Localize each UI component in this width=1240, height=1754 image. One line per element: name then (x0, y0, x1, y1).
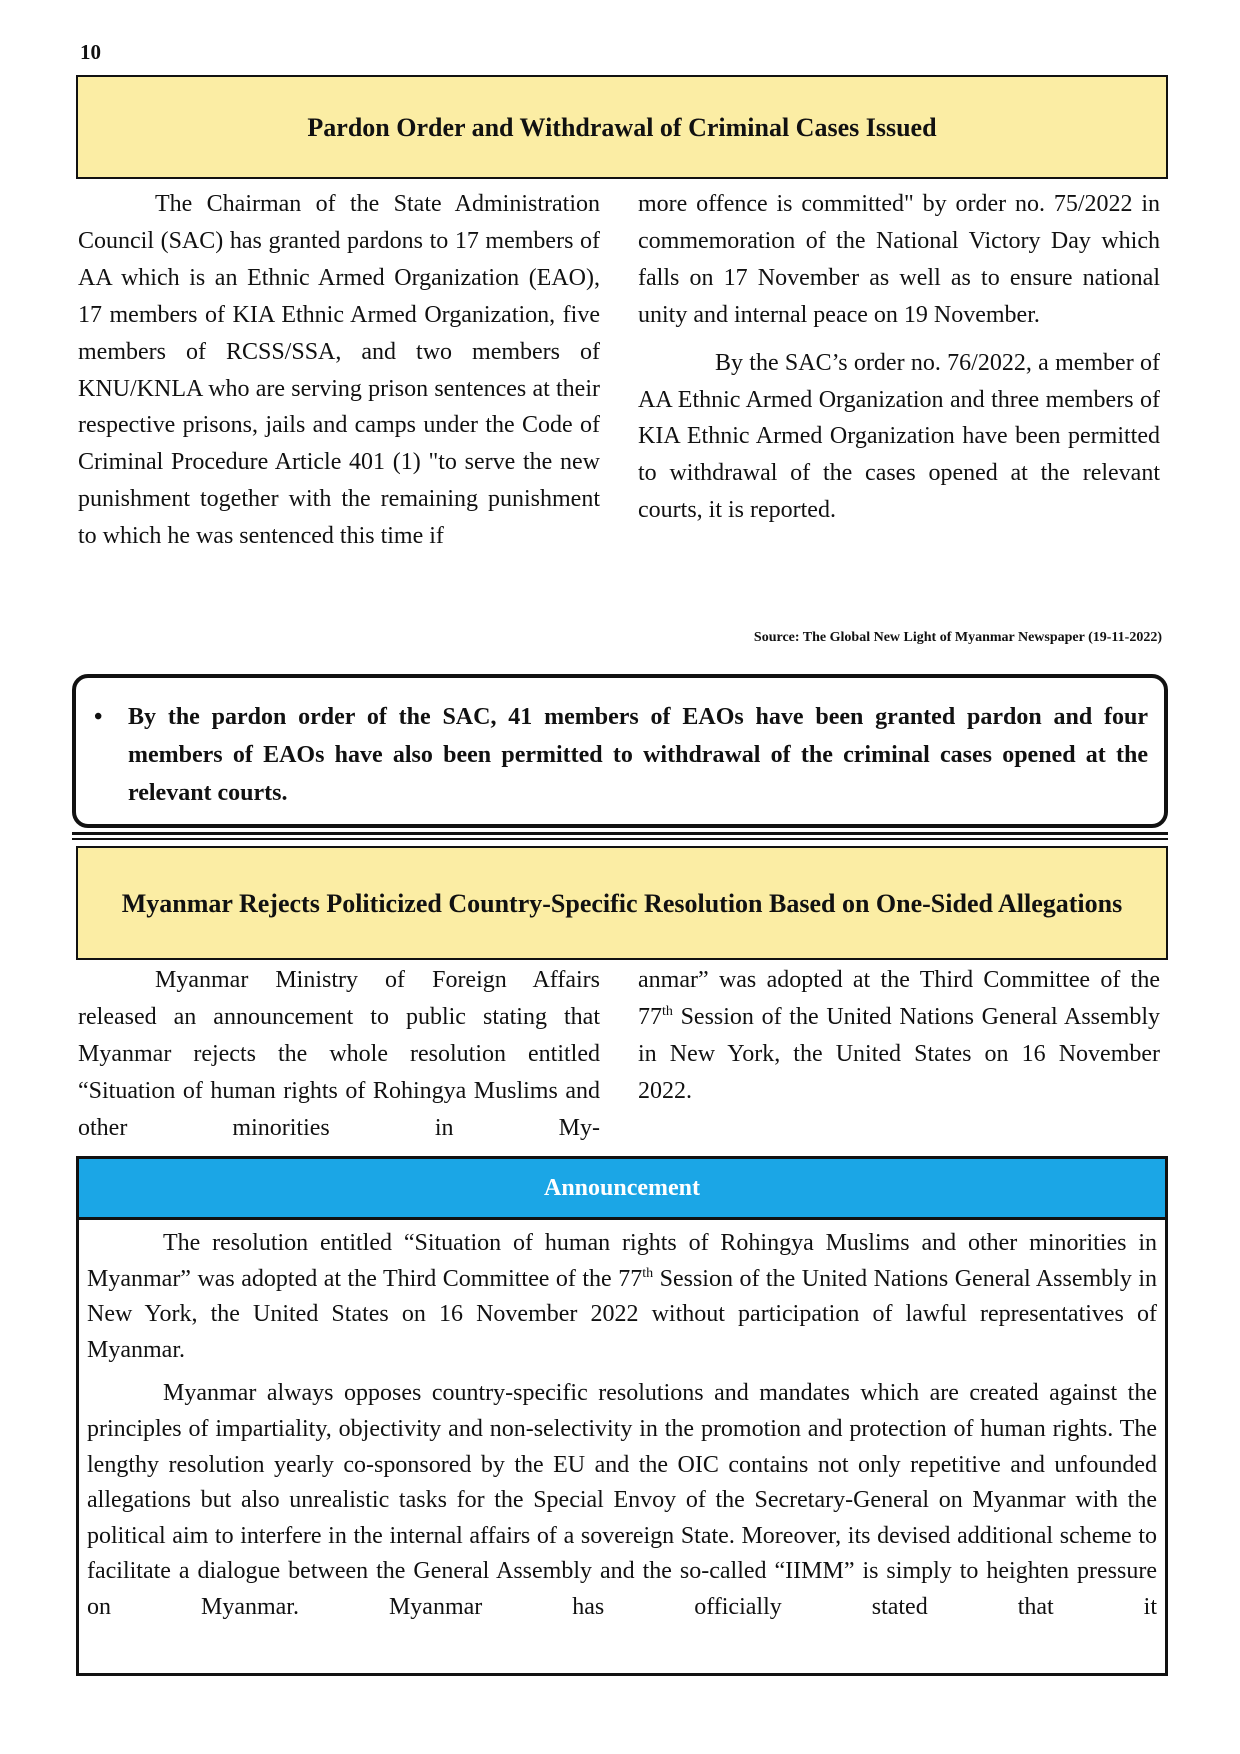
section1-title: Pardon Order and Withdrawal of Criminal Cases Issued (76, 75, 1168, 179)
announcement-p1-text-b: Session of the United Nations General Assembly in New York, the United States on 16 November 2022 without participation of lawful representatives of Myanmar. (87, 1265, 1158, 1363)
section2-title: Myanmar Rejects Politicized Country-Specific Resolution Based on One-Sided Allegations (76, 846, 1168, 960)
announcement-p1-text-a: The resolution entitled “Situation of human rights of Rohingya Muslims and other minorities in Myanmar” was adopted at the Third Committee of the 77 (87, 1230, 1157, 1292)
page-number: 10 (80, 40, 101, 64)
section-divider (72, 832, 1168, 840)
announcement-paragraph-1 (87, 1226, 1157, 1368)
section2-right-text-a: anmar” was adopted at the Third Committee of the 77 (638, 967, 1160, 1030)
source-citation: Source: The Global New Light of Myanmar Newspaper (19-11-2022) (753, 630, 1162, 645)
section1-right-column (638, 186, 1160, 529)
section2-left-paragraph: Myanmar Ministry of Foreign Affairs released an announcement to public stating that Myanmar rejects the whole resolution entitled “Situation of human rights of Rohingya Muslims and other minorities in My- (78, 967, 600, 1141)
bullet-icon: • (94, 704, 103, 730)
superscript-th: th (642, 1265, 654, 1281)
section1-right-paragraph-2: By the SAC’s order no. 76/2022, a member of AA Ethnic Armed Organization and three members of KIA Ethnic Armed Organization have been permitted to withdrawal of the cases opened at the relevant courts, it is reported. (638, 349, 1160, 524)
superscript-th: th (662, 1003, 673, 1019)
section2-right-column (638, 962, 1160, 1110)
announcement-header: Announcement (76, 1156, 1168, 1220)
announcement-paragraph-2: Myanmar always opposes country-specific resolutions and mandates which are created against the principles of impartiality, objectivity and non-selectivity in the promotion and protection of human rights. The lengthy resolution yearly co-sponsored by the EU and the OIC contains not only repetitive and unfounded allegations but also unrealistic tasks for the Special Envoy of the Secretary-General on Myanmar with the political aim to interfere in the internal affairs of a sovereign State. Moreover, its devised additional scheme to facilitate a dialogue between the General Assembly and the so-called “IIMM” is simply to heighten pressure on Myanmar. Myanmar has officially stated that it (87, 1380, 1157, 1620)
highlight-box (72, 674, 1168, 828)
section2-right-text-b: Session of the United Nations General Assembly in New York, the United States on 16 November 2022. (638, 1003, 1160, 1104)
section1-right-paragraph-1: more offence is committed" by order no. 75/2022 in commemoration of the National Victory Day which falls on 17 November as well as to ensure national unity and internal peace on 19 November. (638, 191, 1160, 328)
section1-left-column (78, 186, 600, 555)
section1-left-paragraph: The Chairman of the State Administration Council (SAC) has granted pardons to 17 members of AA which is an Ethnic Armed Organization (EAO), 17 members of KIA Ethnic Armed Organization, five members of RCSS/SSA, and two members of KNU/KNLA who are serving prison sentences at their respective prisons, jails and camps under the Code of Criminal Procedure Article 401 (1) "to serve the new punishment together with the remaining punishment to which he was sentenced this time if (78, 191, 600, 550)
announcement-body (76, 1220, 1168, 1676)
section2-left-column (78, 962, 600, 1147)
section2-right-paragraph (638, 962, 1160, 1110)
highlight-text: By the pardon order of the SAC, 41 members of EAOs have been granted pardon and four members of EAOs have also been permitted to withdrawal of the criminal cases opened at the relevant courts. (128, 704, 1148, 806)
